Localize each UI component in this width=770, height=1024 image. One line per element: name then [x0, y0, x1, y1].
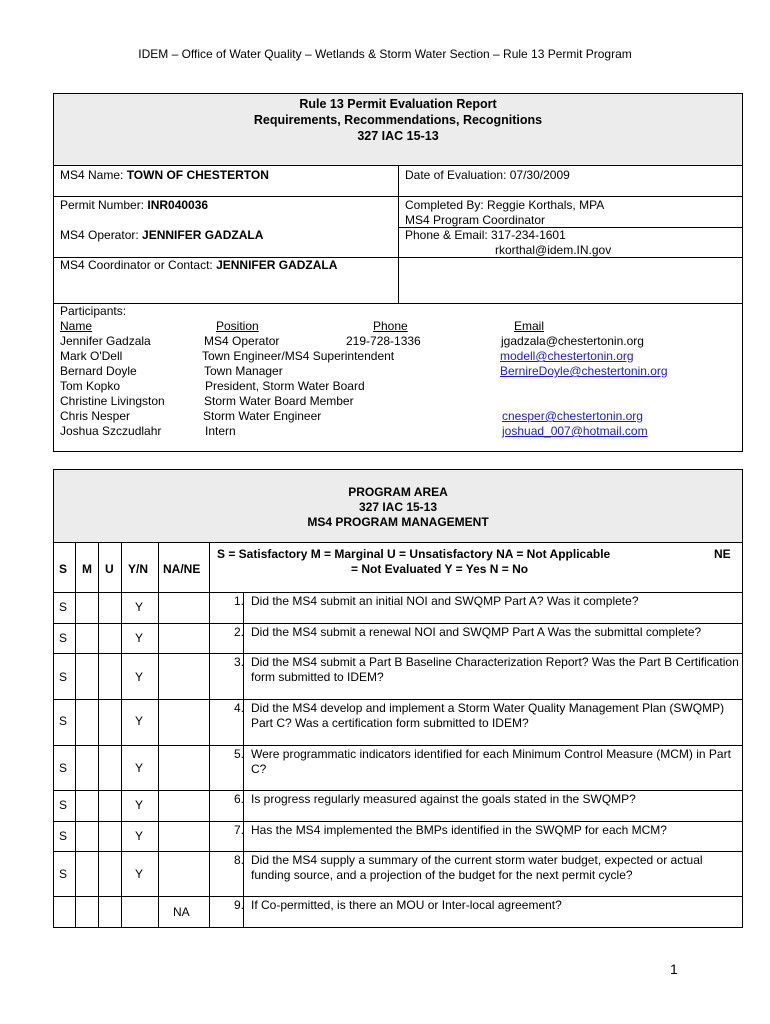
date-of-evaluation: Date of Evaluation: 07/30/2009	[405, 168, 570, 182]
question-number: 9.	[233, 898, 244, 912]
column-u: U	[105, 562, 114, 576]
question-text: Were programmatic indicators identified for each Minimum Control Measure (MCM) in Part C?	[251, 747, 731, 776]
program-area-line-3: MS4 PROGRAM MANAGEMENT	[307, 515, 489, 529]
participant-email-link[interactable]: joshuad_007@hotmail.com	[502, 424, 648, 438]
page-header: IDEM – Office of Water Quality – Wetlands & Storm Water Section – Rule 13 Permit Program	[138, 47, 632, 61]
legend-line-1: S = Satisfactory M = Marginal U = Unsatisfactory NA = Not Applicable	[217, 547, 611, 561]
report-title-line-2: Requirements, Recommendations, Recognitions	[253, 113, 543, 127]
ms4-coordinator-field: MS4 Coordinator or Contact: JENNIFER GADZALA	[60, 258, 338, 272]
participant-email[interactable]: jgadzala@chestertonin.org	[501, 334, 644, 348]
evaluator-email: rkorthal@idem.IN.gov	[495, 243, 612, 257]
question-text: Did the MS4 submit an initial NOI and SWQMP Part A? Was it complete?	[251, 594, 639, 608]
participant-position: Town Engineer/MS4 Superintendent	[202, 349, 395, 363]
rating-s: S	[59, 670, 68, 684]
question-text: If Co-permitted, is there an MOU or Inter-local agreement?	[251, 898, 562, 912]
ms4-name-field: MS4 Name: TOWN OF CHESTERTON	[60, 168, 269, 182]
column-m: M	[82, 562, 92, 576]
question-text: Did the MS4 submit a renewal NOI and SWQMP Part A Was the submittal complete?	[251, 625, 702, 639]
participant-position: President, Storm Water Board	[205, 379, 365, 393]
answer-yn: Y	[135, 714, 144, 728]
ms4-operator-field: MS4 Operator: JENNIFER GADZALA	[60, 228, 264, 242]
answer-yn: Y	[135, 761, 144, 775]
answer-yn: Y	[135, 829, 144, 843]
program-area-table	[53, 469, 743, 928]
question-text: Is progress regularly measured against the goals stated in the SWQMP?	[251, 792, 636, 806]
participant-position: Intern	[205, 424, 236, 438]
question-number: 1.	[233, 594, 244, 608]
participant-position: MS4 Operator	[204, 334, 280, 348]
answer-yn: Y	[135, 867, 144, 881]
participant-name: Christine Livingston	[60, 394, 165, 408]
participant-email-link[interactable]: BernireDoyle@chestertonin.org	[500, 364, 668, 378]
answer-yn: Y	[135, 798, 144, 812]
participant-phone: 219-728-1336	[346, 334, 421, 348]
question-number: 8.	[233, 853, 244, 867]
question-number: 2.	[233, 625, 244, 639]
program-area-heading	[54, 470, 742, 543]
participant-position: Storm Water Board Member	[204, 394, 354, 408]
legend-ne: NE	[714, 547, 731, 561]
phone-email: Phone & Email: 317-234-1601	[405, 228, 566, 242]
participant-name: Bernard Doyle	[60, 364, 137, 378]
question-number: 7.	[233, 823, 244, 837]
rating-s: S	[59, 867, 68, 881]
completed-role: MS4 Program Coordinator	[405, 213, 546, 227]
participant-name: Joshua Szczudlahr	[60, 424, 162, 438]
column-na-ne: NA/NE	[163, 562, 201, 576]
participants-header-phone: Phone	[373, 319, 408, 333]
rating-s: S	[59, 829, 68, 843]
report-title-line-1: Rule 13 Permit Evaluation Report	[299, 97, 497, 111]
column-s: S	[59, 562, 68, 576]
participants-header-email: Email	[514, 319, 545, 333]
participant-name: Chris Nesper	[60, 409, 131, 423]
completed-by: Completed By: Reggie Korthals, MPA	[405, 198, 605, 212]
permit-number-field: Permit Number: INR040036	[60, 198, 209, 212]
answer-yn: Y	[135, 600, 144, 614]
column-yn: Y/N	[128, 562, 149, 576]
page-number: 1	[670, 961, 678, 977]
participant-name: Jennifer Gadzala	[60, 334, 151, 348]
participant-position: Storm Water Engineer	[203, 409, 322, 423]
report-title-line-3: 327 IAC 15-13	[357, 129, 439, 143]
rating-s: S	[59, 798, 68, 812]
question-text: Did the MS4 develop and implement a Storm Water Quality Management Plan (SWQMP) Part C? Was a certification form submitted to IDEM?	[251, 701, 725, 730]
answer-yn: Y	[135, 631, 144, 645]
rating-s: S	[59, 631, 68, 645]
program-area-line-2: 327 IAC 15-13	[358, 500, 438, 514]
question-text: Did the MS4 supply a summary of the current storm water budget, expected or actual funding source, and a projection of the budget for the next permit cycle?	[251, 853, 703, 882]
participants-label: Participants:	[60, 304, 127, 318]
participants-header-position: Position	[216, 319, 259, 333]
rating-s: S	[59, 600, 68, 614]
report-title	[54, 94, 742, 166]
question-number: 4.	[233, 701, 244, 715]
question-text: Has the MS4 implemented the BMPs identified in the SWQMP for each MCM?	[251, 823, 667, 837]
participant-email-link[interactable]: cnesper@chestertonin.org	[502, 409, 643, 423]
question-number: 5.	[233, 747, 244, 761]
question-number: 3.	[233, 655, 244, 669]
participant-name: Mark O'Dell	[60, 349, 123, 363]
program-area-line-1: PROGRAM AREA	[348, 485, 448, 499]
participant-position: Town Manager	[204, 364, 283, 378]
participant-name: Tom Kopko	[60, 379, 121, 393]
rating-s: S	[59, 714, 68, 728]
legend-line-2: = Not Evaluated Y = Yes N = No	[351, 562, 529, 576]
question-number: 6.	[233, 792, 244, 806]
answer-yn: Y	[135, 670, 144, 684]
participants-header-name: Name	[60, 319, 93, 333]
report-info-table	[53, 93, 743, 452]
question-text: Did the MS4 submit a Part B Baseline Characterization Report? Was the Part B Certification form submitted to IDEM?	[251, 655, 739, 684]
rating-s: S	[59, 761, 68, 775]
participant-email-link[interactable]: modell@chestertonin.org	[500, 349, 634, 363]
answer-na: NA	[173, 905, 190, 919]
